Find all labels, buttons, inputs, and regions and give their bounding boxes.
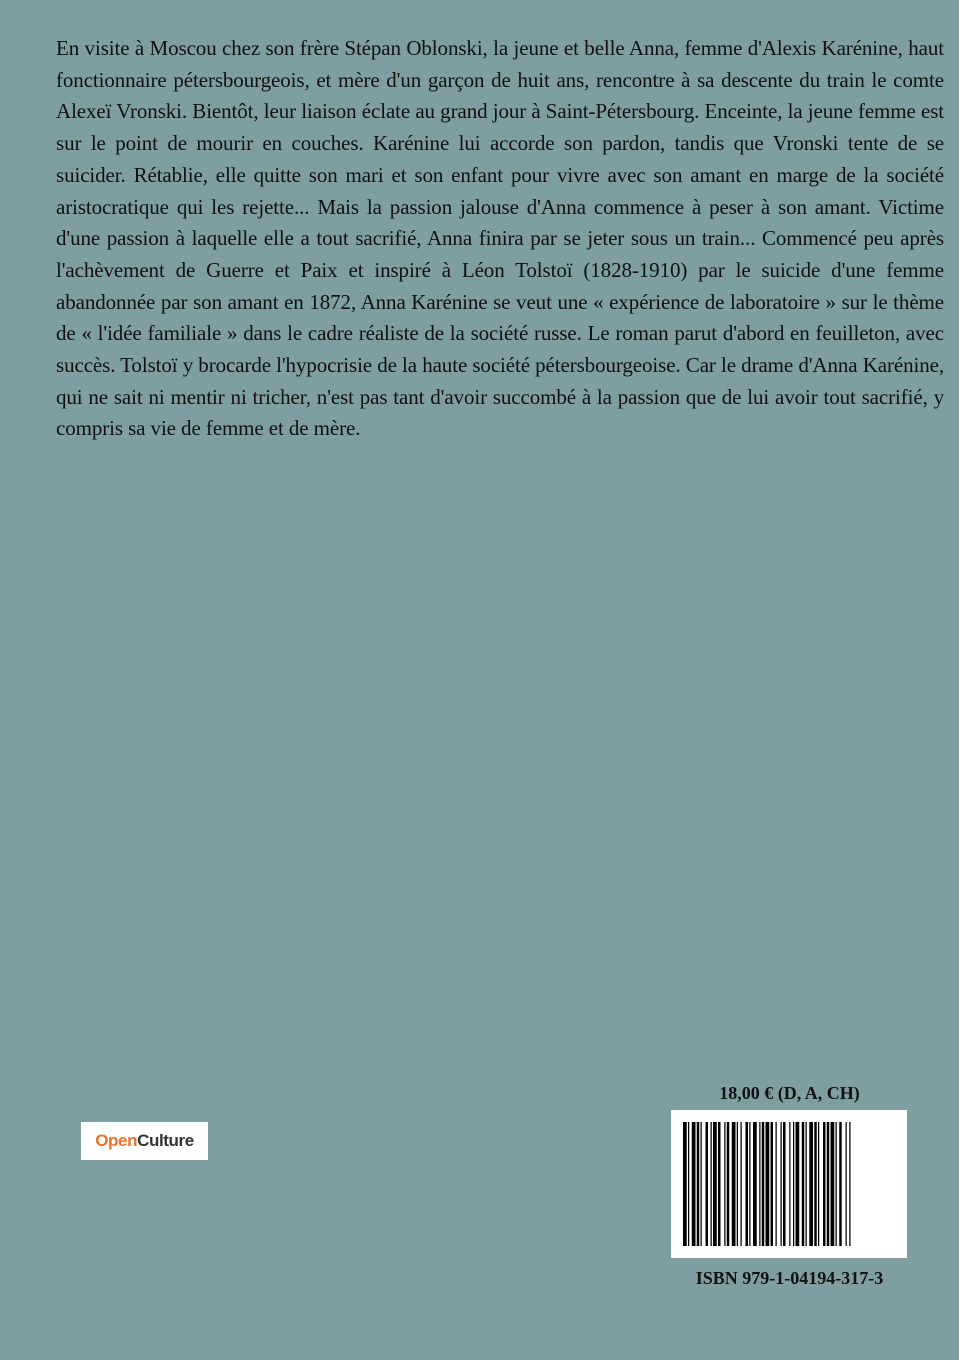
barcode-bar [836, 1122, 837, 1246]
barcode-bar [849, 1122, 850, 1246]
barcode-bar [688, 1122, 689, 1246]
publisher-logo [81, 1122, 208, 1160]
barcode-bar [827, 1122, 830, 1246]
barcode-bar [818, 1122, 819, 1246]
logo-open-text: Open [95, 1131, 138, 1150]
barcode-bar [766, 1122, 770, 1246]
barcode-bar [823, 1122, 826, 1246]
barcode-bar [781, 1122, 782, 1246]
barcode-bar [683, 1122, 687, 1246]
barcode-bar [814, 1122, 817, 1246]
barcode-bar [746, 1122, 749, 1246]
barcode-bar [737, 1122, 738, 1246]
barcode-bar [806, 1122, 807, 1246]
barcode-bar [718, 1122, 721, 1246]
barcode [671, 1110, 907, 1258]
barcode-bar [839, 1122, 842, 1246]
barcode-bar [846, 1122, 847, 1246]
barcode-bar [771, 1122, 774, 1246]
barcode-bar [783, 1122, 786, 1246]
barcode-bar [741, 1122, 742, 1246]
barcode-bar [809, 1122, 813, 1246]
barcode-bar [762, 1122, 765, 1246]
barcode-bar [706, 1122, 709, 1246]
barcode-bar [831, 1122, 835, 1246]
barcode-bar [711, 1122, 712, 1246]
barcode-bar [753, 1122, 757, 1246]
barcode-bar [701, 1122, 702, 1246]
isbn-label: ISBN 979-1-04194-317-3 [695, 1268, 884, 1288]
barcode-bar [776, 1122, 777, 1246]
barcode-bar [759, 1122, 760, 1246]
barcode-bar [724, 1122, 725, 1246]
barcode-bar [727, 1122, 730, 1246]
barcode-bar [732, 1122, 736, 1246]
barcode-bar [796, 1122, 800, 1246]
back-cover-blurb: En visite à Moscou chez son frère Stépan Oblonski, la jeune et belle Anna, femme d'Alexis Karénine, haut fonctionnaire pétersbourgeois, et mère d'un garçon de huit ans, rencontre à sa descente du train le comte Alexeï Vronski. Bientôt, leur liaison éclate au grand jour à Saint-Pétersbourg. Enceinte, la jeune femme est sur le point de mourir en couches. Karénine lui accorde son pardon, tandis que Vronski tente de se suicider. Rétablie, elle quitte son mari et son enfant pour vivre avec son amant en marge de la société aristocratique qui les rejette... Mais la passion jalouse d'Anna commence à peser à son amant. Victime d'une passion à laquelle elle a tout sacrifié, Anna finira par se jeter sous un train... Commencé peu après l'achèvement de Guerre et Paix et inspiré à Léon Tolstoï (1828-1910) par le suicide d'une femme abandonnée par son amant en 1872, Anna Karénine se veut une « expérience de laboratoire » sur le thème de « l'idée familiale » dans le cadre réaliste de la société russe. Le roman parut d'abord en feuilleton, avec succès. Tolstoï y brocarde l'hypocrisie de la haute société pétersbourgeoise. Car le drame d'Anna Karénine, qui ne sait ni mentir ni tricher, n'est pas tant d'avoir succombé à la passion que de lui avoir tout sacrifié, y compris sa vie de femme et de mère. [56, 36, 944, 441]
barcode-bar [713, 1122, 717, 1246]
barcode-bar [789, 1122, 790, 1246]
barcode-bar [692, 1122, 696, 1246]
barcode-bar [793, 1122, 794, 1246]
barcode-bar [802, 1122, 805, 1246]
logo-culture-text: Culture [137, 1131, 194, 1150]
price-label: 18,00 € (D, A, CH) [719, 1083, 860, 1103]
barcode-bars [683, 1122, 895, 1246]
barcode-bar [749, 1122, 750, 1246]
barcode-bar [697, 1122, 700, 1246]
